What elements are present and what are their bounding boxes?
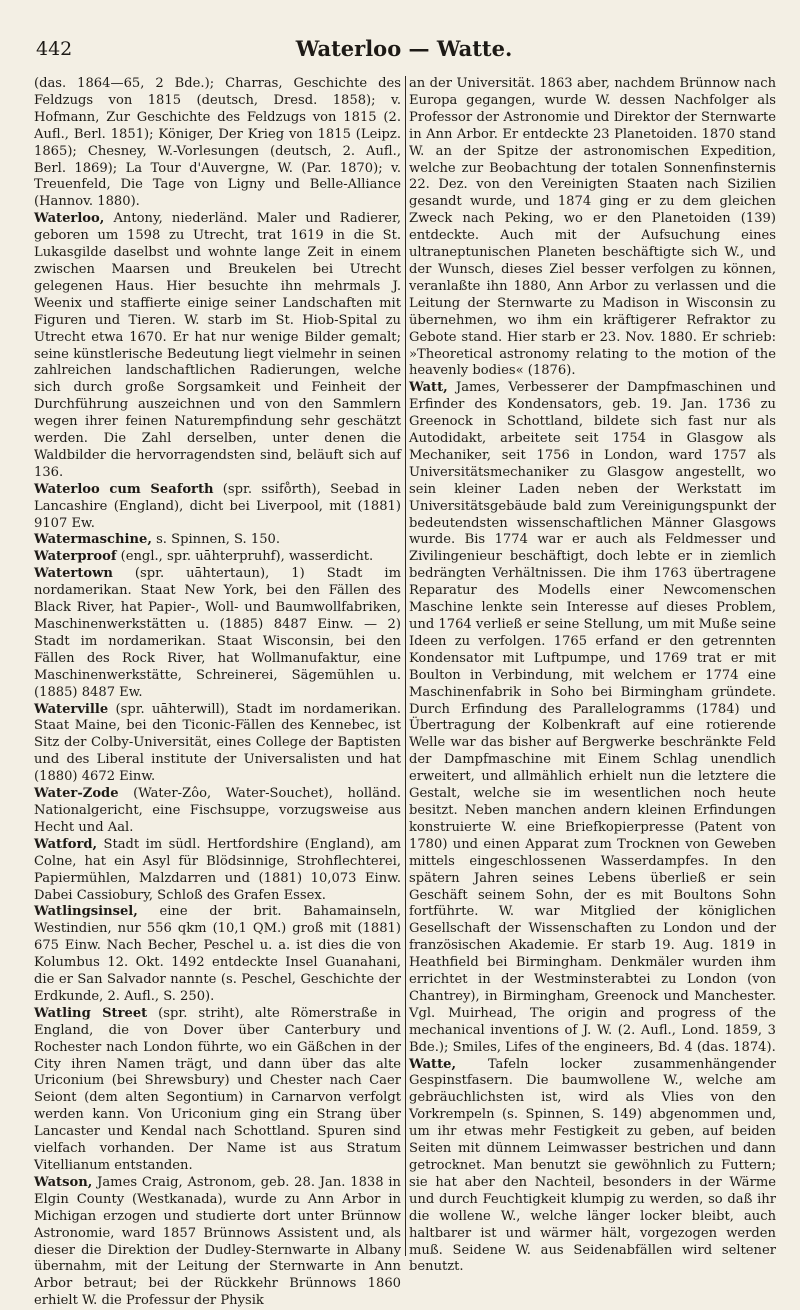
entry-text: (spr. uāhterwill), Stadt im nordamerikan. Staat Maine, bei den Ticonic-Fällen des Kennebec, ist Sitz der Colby-Universität, eines College der Baptisten und des Liberal institute der Universalisten und hat (1880) 4672 Einw. (34, 701, 401, 785)
dictionary-entry (34, 211, 401, 482)
column-divider (405, 76, 406, 1256)
entry-headword: Waterloo cum Seaforth (34, 481, 214, 497)
entry-text: an der Universität. 1863 aber, nachdem Brünnow nach Europa gegangen, wurde W. dessen Nachfolger als Professor der Astronomie und Direktor der Sternwarte in Ann Arbor. Er entdeckte 23 Planetoiden. 1870 stand W. an der Spitze der astronomischen Expedition, welche zur Beobachtung der totalen Sonnenfinsternis 22. Dez. von den Vereinigten Staaten nach Sizilien gesandt wurde, und 1874 ging er zu dem gleichen Zweck nach Peking, wo er den Planetoiden (139) entdeckte. Auch mit der Aufsuchung eines ultraneptunischen Planeten beschäftigte sich W., und der Wunsch, dieses Ziel besser verfolgen zu können, veranlaßte ihn 1880, Ann Arbor zu verlassen und die Leitung der Sternwarte zu Madison in Wisconsin zu übernehmen, wo ihm ein kräftigerer Refraktor zu Gebote stand. Hier starb er 23. Nov. 1880. Er schrieb: »Theoretical astronomy relating to the motion of the heavenly bodies« (1876). (409, 76, 776, 379)
entry-text: (spr. ssifo̊rth), Seebad in Lancashire (England), dicht bei Liverpool, mit (1881) 9107 Ew. (34, 481, 401, 531)
entry-headword: Waterville (34, 701, 109, 717)
entry-text: Antony, niederländ. Maler und Radierer, geboren um 1598 zu Utrecht, trat 1619 in die St. Lukasgilde daselbst und wohnte lange Zeit in einem zwischen Maarsen und Breukelen bei Utrecht gelegenen Haus. Hier besuchte ihn mehrmals J. Weenix und staffierte einige seiner Landschaften mit Figuren und Tieren. W. starb im St. Hiob-Spital zu Utrecht etwa 1670. Er hat nur wenige Bilder gemalt; seine künstlerische Bedeutung liegt vielmehr in seinen zahlreichen landschaftlichen Radierungen, welche sich durch große Sorgsamkeit und Feinheit der Durchführung auszeichnen und von den Sammlern wegen ihrer feinen Naturempfindung sehr geschätzt werden. Die Zahl derselben, unter denen die Waldbilder die hervorragendsten sind, beläuft sich auf 136. (34, 211, 401, 480)
entry-text: (spr. uāhtertaun), 1) Stadt im nordamerikan. Staat New York, bei den Fällen des Black River, hat Papier-, Woll- und Baumwollfabriken, Maschinenwerkstätten u. (1885) 8487 Einw. — 2) Stadt im nordamerikan. Staat Wisconsin, bei den Fällen des Rock River, hat Wollmanufaktur, eine Maschinenwerkstätte, Schreinerei, Sägemühlen u. (1885) 8487 Ew. (34, 566, 401, 700)
left-column (34, 76, 401, 1309)
page-number: 442 (36, 38, 73, 60)
entry-headword: Watlingsinsel, (34, 904, 138, 920)
running-head: Waterloo — Watte. (295, 36, 513, 61)
dictionary-entry (34, 532, 401, 549)
entry-text: Tafeln locker zusammenhängender Gespinstfasern. Die baumwollene W., welche am gebräuchlichsten ist, wird als Vlies von den Vorkrempeln (s. Spinnen, S. 149) abgenommen und, um ihr etwas mehr Festigkeit zu geben, auf beiden Seiten mit dünnem Leimwasser bestrichen und dann getrocknet. Man benutzt sie gewöhnlich zu Futtern; sie hat aber den Nachteil, besonders in der Wärme und durch Feuchtigkeit klumpig zu werden, so daß ihr die wollene W., welche länger locker bleibt, auch haltbarer ist und wärmer hält, vorgezogen werden muß. Seidene W. aus Seidenabfällen wird seltener benutzt. (409, 1056, 776, 1275)
dictionary-entry (34, 549, 401, 566)
entry-headword: Watte, (409, 1056, 457, 1072)
entry-text: Stadt im südl. Hertfordshire (England), am Colne, hat ein Asyl für Blödsinnige, Strohflechterei, Papiermühlen, Malzdarren und (1881) 10,073 Einw. Dabei Cassiobury, Schloß des Grafen Essex. (34, 836, 401, 903)
dictionary-entry (34, 566, 401, 701)
entry-headword: Watermaschine, (34, 532, 152, 548)
entry-headword: Watertown (34, 566, 113, 582)
dictionary-entry (34, 837, 401, 905)
dictionary-entry (34, 1006, 401, 1175)
dictionary-entry (34, 76, 401, 211)
page-header (34, 34, 774, 70)
entry-headword: Watling Street (34, 1005, 148, 1021)
dictionary-entry (34, 786, 401, 837)
entry-headword: Watford, (34, 836, 98, 852)
entry-text: s. Spinnen, S. 150. (151, 532, 281, 548)
entry-text: James Craig, Astronom, geb. 28. Jan. 1838 in Elgin County (Westkanada), wurde zu Ann Arbor in Michigan erzogen und studierte dort unter Brünnow Astronomie, ward 1857 Brünnows Assistent und, als dieser die Direktion der Dudley-Sternwarte in Albany übernahm, mit der Leitung der Sternwarte in Ann Arbor betraut; bei der Rückkehr Brünnows 1860 erhielt W. die Professur der Physik (34, 1174, 401, 1309)
dictionary-entry (409, 380, 776, 1056)
right-column (409, 76, 776, 1275)
entry-text: James, Verbesserer der Dampfmaschinen und Erfinder des Kondensators, geb. 19. Jan. 1736 zu Greenock in Schottland, bildete sich fast nur als Autodidakt, arbeitete seit 1754 in Glasgow als Mechaniker, seit 1756 in London, ward 1757 als Universitätsmechaniker zu Glasgow angestellt, wo sein kleiner Laden neben der Werkstatt im Universitätsgebäude bald zum Vereinigungspunkt der bedeutendsten wissenschaftlichen Männer Glasgows wurde. Bis 1774 war er auch als Feldmesser und Zivilingenieur beschäftigt, doch lebte er in ziemlich bedrängten Verhältnissen. Die ihm 1763 übertragene Reparatur des Modells einer Newcomenschen Maschine lenkte sein Interesse auf dieses Problem, und 1764 verließ er seine Stellung, um mit Muße seine Ideen zu verfolgen. 1765 erfand er den getrennten Kondensator mit Luftpumpe, und 1769 trat er mit Boulton in Verbindung, mit welchem er 1774 eine Maschinenfabrik in Soho bei Birmingham gründete. Durch Erfindung des Parallelogramms (1784) und Übertragung der Kolbenkraft auf eine rotierende Welle war das bisher auf Bergwerke beschränkte Feld der Dampfmaschine mit Einem Schlag unendlich erweitert, und allmählich erhielt nun die letztere die Gestalt, welche sie im wesentlichen noch heute besitzt. Neben manchen andern kleinen Erfindungen konstruierte W. eine Briefkopierpresse (Patent von 1780) und einen Apparat zum Trocknen von Geweben mittels eingeschlossenen Wasserdampfes. In den spätern Jahren seines Lebens überließ er sein Geschäft seinem Sohn, der es mit Boultons Sohn fortführte. W. war Mitglied der königlichen Gesellschaft der Wissenschaften zu London und der französischen Akademie. Er starb 19. Aug. 1819 in Heathfield bei Birmingham. Denkmäler wurden ihm errichtet in der Westminsterabtei zu London (von Chantrey), in Birmingham, Greenock und Manchester. Vgl. Muirhead, The origin and progress of the mechanical inventions of J. W. (2. Aufl., Lond. 1859, 3 Bde.); Smiles, Lifes of the engineers, Bd. 4 (das. 1874). (409, 380, 776, 1055)
entry-headword: Water-Zode (34, 786, 119, 802)
dictionary-entry (34, 482, 401, 533)
entry-headword: Waterloo, (34, 211, 105, 227)
entry-text: eine der brit. Bahamainseln, Westindien, nur 556 qkm (10,1 QM.) groß mit (1881) 675 Einw. Nach Becher, Peschel u. a. ist dies die von Kolumbus 12. Okt. 1492 entdeckte Insel Guanahani, die er San Salvador nannte (s. Peschel, Geschichte der Erdkunde, 2. Aufl., S. 250). (34, 904, 401, 1004)
entry-text: (das. 1864—65, 2 Bde.); Charras, Geschichte des Feldzugs von 1815 (deutsch, Dresd. 1858); v. Hofmann, Zur Geschichte des Feldzugs von 1815 (2. Aufl., Berl. 1851); Königer, Der Krieg von 1815 (Leipz. 1865); Chesney, W.-Vorlesungen (deutsch, 2. Aufl., Berl. 1869); La Tour d'Auvergne, W. (Par. 1870); v. Treuenfeld, Die Tage von Ligny und Belle-Alliance (Hannov. 1880). (34, 76, 401, 210)
dictionary-entry (409, 1057, 776, 1277)
entry-text: (spr. striht), alte Römerstraße in England, die von Dover über Canterbury und Rochester nach London führte, wo ein Gäßchen in der City ihren Namen trägt, und dann über das alte Uriconium (bei Shrewsbury) und Chester nach Caer Seiont (dem alten Segontium) in Carnarvon verfolgt werden kann. Von Uriconium ging ein Strang über Lancaster und Kendal nach Schottland. Spuren sind vielfach vorhanden. Der Name ist aus Stratum Vitellianum entstanden. (34, 1005, 401, 1173)
entry-headword: Watt, (409, 380, 448, 396)
dictionary-entry (34, 904, 401, 1005)
dictionary-entry (409, 76, 776, 380)
text-columns (34, 76, 776, 1309)
entry-headword: Watson, (34, 1174, 93, 1190)
entry-text: (Water-Zôo, Water-Souchet), holländ. Nationalgericht, eine Fischsuppe, vorzugsweise aus Hecht und Aal. (34, 786, 401, 835)
entry-text: (engl., spr. uāhterpruhf), wasserdicht. (116, 549, 374, 565)
entry-headword: Waterproof (34, 549, 117, 565)
dictionary-entry (34, 702, 401, 787)
dictionary-entry (34, 1175, 401, 1310)
